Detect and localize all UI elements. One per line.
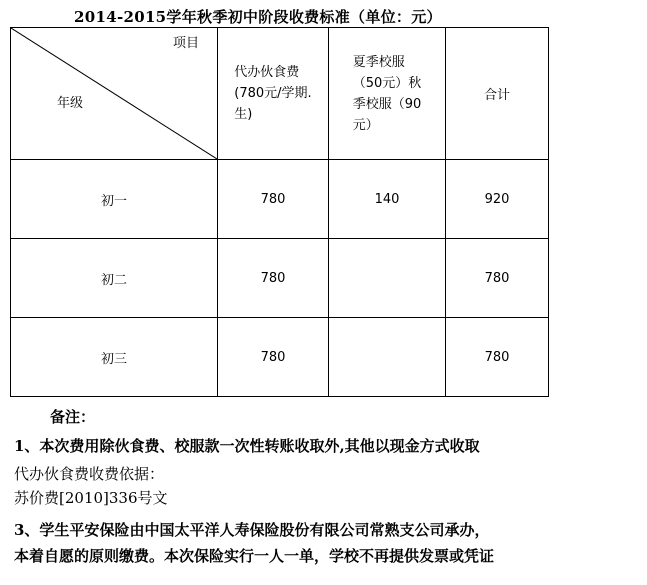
corner-grade-label: 年级: [57, 96, 84, 111]
total-fee-cell: 780: [446, 239, 549, 318]
corner-item-label: 项目: [172, 36, 199, 51]
uniform-fee-cell: 140: [329, 160, 446, 239]
note-line: 代办伙食费收费依据：: [14, 465, 165, 483]
column-header-meal-line: (780元/学期.: [234, 86, 312, 101]
column-header-uniform-line: 元）: [352, 117, 379, 133]
column-header-uniform-line: 季校服（90: [352, 96, 422, 112]
table-row: [11, 239, 549, 318]
note-line: 3、学生平安保险由中国太平洋人寿保险股份有限公司常熟支公司承办，: [14, 521, 490, 539]
column-header-uniform: [329, 28, 446, 160]
table-header-row: [11, 28, 549, 160]
grade-cell: 初二: [11, 239, 218, 318]
column-header-total-label: 合计: [483, 88, 510, 103]
meal-fee-cell: 780: [218, 160, 329, 239]
table-row: [11, 160, 549, 239]
note-line: 本着自愿的原则缴费。本次保险实行一人一单，学校不再提供发票或凭证: [14, 547, 495, 565]
column-header-total: [446, 28, 549, 160]
uniform-fee-cell: [329, 318, 446, 397]
page-title: 2014-2015学年秋季初中阶段收费标准（单位：元）: [74, 8, 442, 26]
total-fee-cell: 780: [446, 318, 549, 397]
uniform-fee-cell: [329, 239, 446, 318]
note-line: 1、本次费用除伙食费、校服款一次性转账收取外,其他以现金方式收取: [14, 437, 480, 455]
header-corner-cell: [11, 28, 218, 160]
total-fee-cell: 920: [446, 160, 549, 239]
grade-cell: 初一: [11, 160, 218, 239]
meal-fee-cell: 780: [218, 239, 329, 318]
column-header-uniform-line: 夏季校服: [352, 54, 405, 70]
meal-fee-cell: 780: [218, 318, 329, 397]
note-line: 苏价费[2010]336号文: [14, 489, 168, 507]
table-row: [11, 318, 549, 397]
column-header-meal-line: 生): [234, 107, 253, 122]
fee-table: [10, 27, 549, 397]
notes-heading: 备注：: [50, 408, 96, 426]
column-header-meal-line: 代办伙食费: [234, 65, 300, 80]
column-header-meal: [218, 28, 329, 160]
column-header-uniform-line: （50元）秋: [352, 75, 422, 91]
grade-cell: 初三: [11, 318, 218, 397]
